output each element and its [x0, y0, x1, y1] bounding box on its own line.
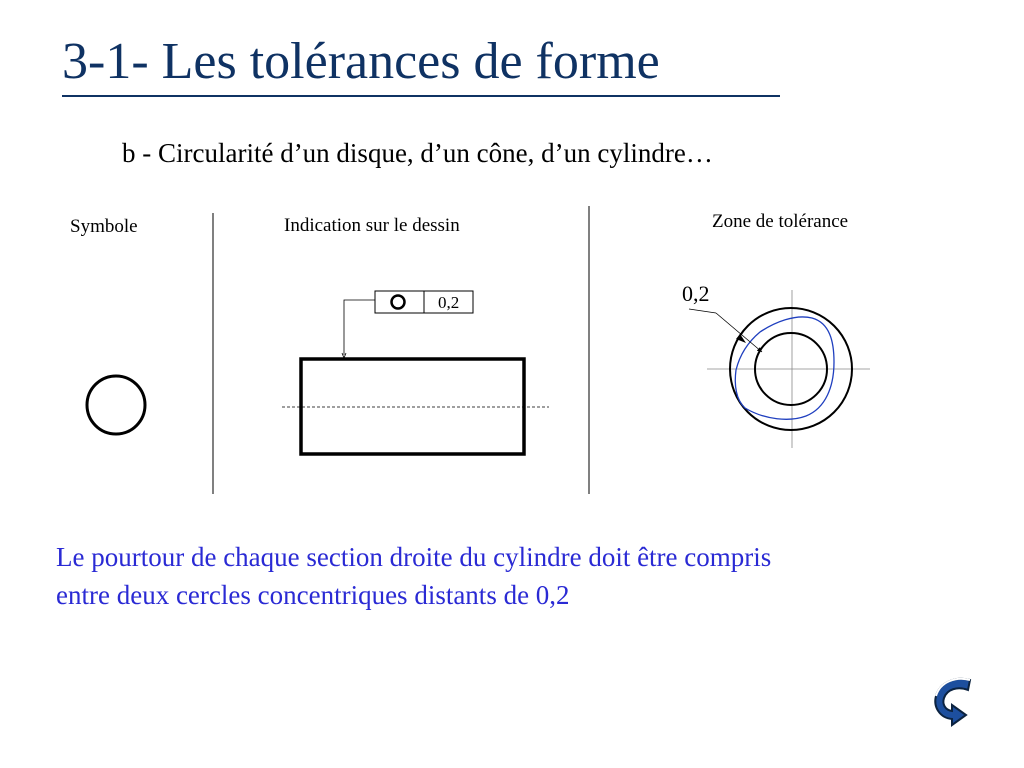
frame-tolerance-value: 0,2: [438, 293, 460, 312]
cylinder-outline: [301, 359, 524, 454]
zone-tolerance-value: 0,2: [682, 281, 710, 306]
column-header-indication: Indication sur le dessin: [284, 215, 460, 236]
description-text: [56, 538, 986, 614]
column-header-symbol: Symbole: [70, 216, 138, 237]
leader-line: [344, 300, 375, 355]
slide-subtitle: b - Circularité d’un disque, d’un cône, d’un cylindre…: [122, 138, 713, 168]
circularity-symbol-icon: [87, 376, 145, 434]
back-button[interactable]: [926, 672, 984, 730]
return-arrow-icon: [926, 672, 984, 730]
zone-leader-line: [689, 309, 716, 313]
column-header-zone: Zone de tolérance: [712, 211, 849, 232]
tolerance-zone-figure: [689, 290, 870, 448]
description-line-1: Le pourtour de chaque section droite du cylindre doit être compris: [56, 542, 772, 572]
slide-title: 3-1- Les tolérances de forme: [62, 33, 660, 90]
description-line-2: entre deux cercles concentriques distants de 0,2: [56, 580, 570, 610]
